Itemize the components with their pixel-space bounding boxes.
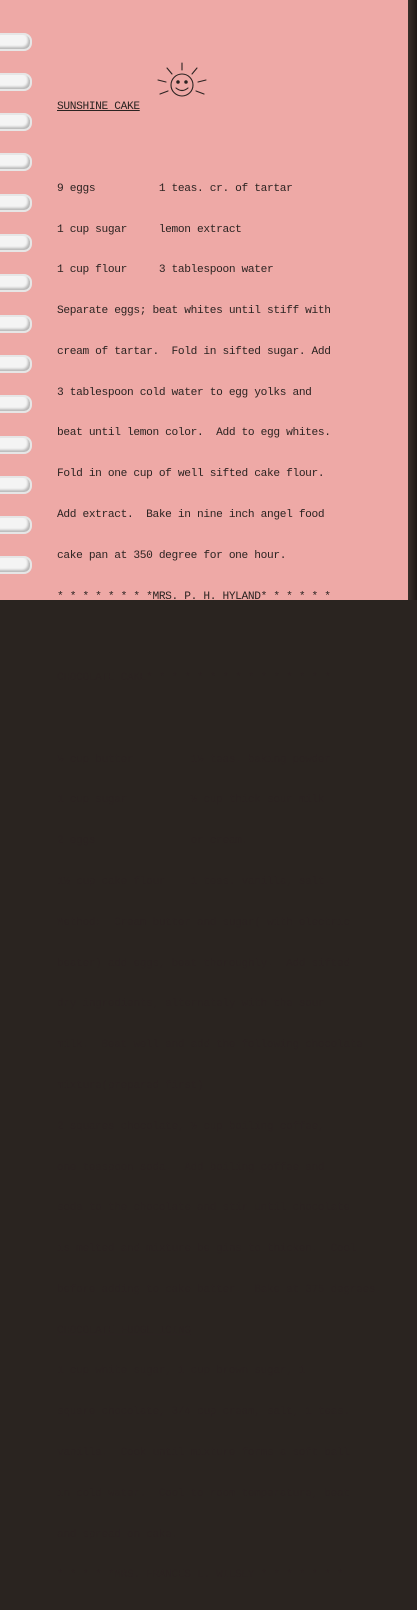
recipe-line: ½ cup butter 1½ teas. baking powder bbox=[57, 753, 331, 766]
recipe-line: beat until lemon color. Add to egg whites. bbox=[57, 427, 331, 440]
recipe-line: 3 tablespoon cold water to egg yolks and bbox=[57, 386, 312, 399]
recipe-line: milk. Beat well and add the following chocolate bbox=[57, 1039, 363, 1052]
recipe-line: 2 squares chocolate, ½ cup boiling coffee, bbox=[57, 1120, 325, 1133]
recipe-title-chocolate-cake: CHOCOLATE CAKE* * * * * * * * * * * * * * * bbox=[57, 672, 331, 685]
recipe-line: cake pan at 350 degree for one hour. bbox=[57, 549, 287, 562]
binding-ring bbox=[0, 234, 32, 252]
recipe-line: 1 cup sugar ½ cup thick sour milk bbox=[57, 794, 325, 807]
recipe-line: is melted and mixture be gins to thicken. Cool bbox=[57, 1243, 357, 1256]
binding-ring bbox=[0, 556, 32, 574]
binding-ring bbox=[0, 436, 32, 454]
recipe-line: soda to the chocolate and stir until chocolate bbox=[57, 1202, 350, 1215]
binding-ring bbox=[0, 355, 32, 373]
recipe-line: one teaspoon soda. Add boiling coffee and bbox=[57, 1161, 325, 1174]
binding-ring bbox=[0, 395, 32, 413]
recipe-line: 1 cup sugar lemon extract bbox=[57, 223, 242, 236]
recipe-line: 2 eggs or cream. bbox=[57, 835, 248, 848]
recipe-title-sunshine-cake: SUNSHINE CAKE bbox=[57, 101, 140, 114]
recipe-signature: * * * * *MRS. FRANCES L. WILSEY * * * * * * * bbox=[57, 1569, 344, 1582]
recipe-line: 1½ cup cake flour 1 teas. vanilla, salt. bbox=[57, 876, 331, 889]
binding-ring bbox=[0, 73, 32, 91]
recipe-line: 9 eggs 1 teas. cr. of tartar bbox=[57, 182, 293, 195]
recipe-line: Add extract. Bake in nine inch angel food bbox=[57, 509, 325, 521]
recipe-line: Separate eggs; beat whites until stiff with bbox=[57, 305, 331, 318]
recipe-line: mixture(prepared first) bbox=[57, 1079, 204, 1092]
binding-ring bbox=[0, 274, 32, 292]
recipe-line: beater) add eggs, beat thoroughly. Add sifted bbox=[57, 957, 350, 970]
recipe-text bbox=[57, 74, 397, 1610]
binding-ring bbox=[0, 315, 32, 333]
binding-ring bbox=[0, 476, 32, 494]
binding-ring bbox=[0, 516, 32, 534]
recipe-line: in cold water. Cool to room temperature, beat bbox=[57, 1487, 350, 1500]
recipe-line: vanilla. Cook until mixture forms a soft ball bbox=[57, 1446, 350, 1459]
recipe-line: cream of tartar. Fold in sifted sugar. Add bbox=[57, 345, 331, 358]
binding-ring bbox=[0, 113, 32, 131]
recipe-line: and spread on cake. bbox=[57, 1528, 178, 1541]
recipe-line: Method: Cream butter and sugar( with electric bbox=[57, 916, 350, 929]
recipe-line: before adding to cake batter. Bake at 375 degrees. bbox=[57, 1283, 382, 1296]
recipe-line: 1 cup white sugar, 1 cup brown sugar, 1 bbox=[57, 1365, 306, 1378]
binding-ring bbox=[0, 194, 32, 212]
recipe-line: 1 cup flour 3 tablespoon water bbox=[57, 264, 274, 277]
binding-ring bbox=[0, 33, 32, 51]
recipe-signature: * * * * * * * *MRS. P. H. HYLAND* * * * * * bbox=[57, 590, 331, 603]
recipe-line: square chocolate, 3/4 cup cream, salt, 1 teas. bbox=[57, 1406, 350, 1419]
binding-ring bbox=[0, 153, 32, 171]
recipe-line: Fold in one cup of well sifted cake flour. bbox=[57, 468, 325, 481]
book-spine bbox=[408, 0, 417, 600]
recipe-title-chocolate-fudge-icing: CHOCOLATE FUDGE ICING bbox=[57, 1324, 191, 1337]
recipe-line: dry ingredients, alternately with the sour bbox=[57, 998, 325, 1011]
